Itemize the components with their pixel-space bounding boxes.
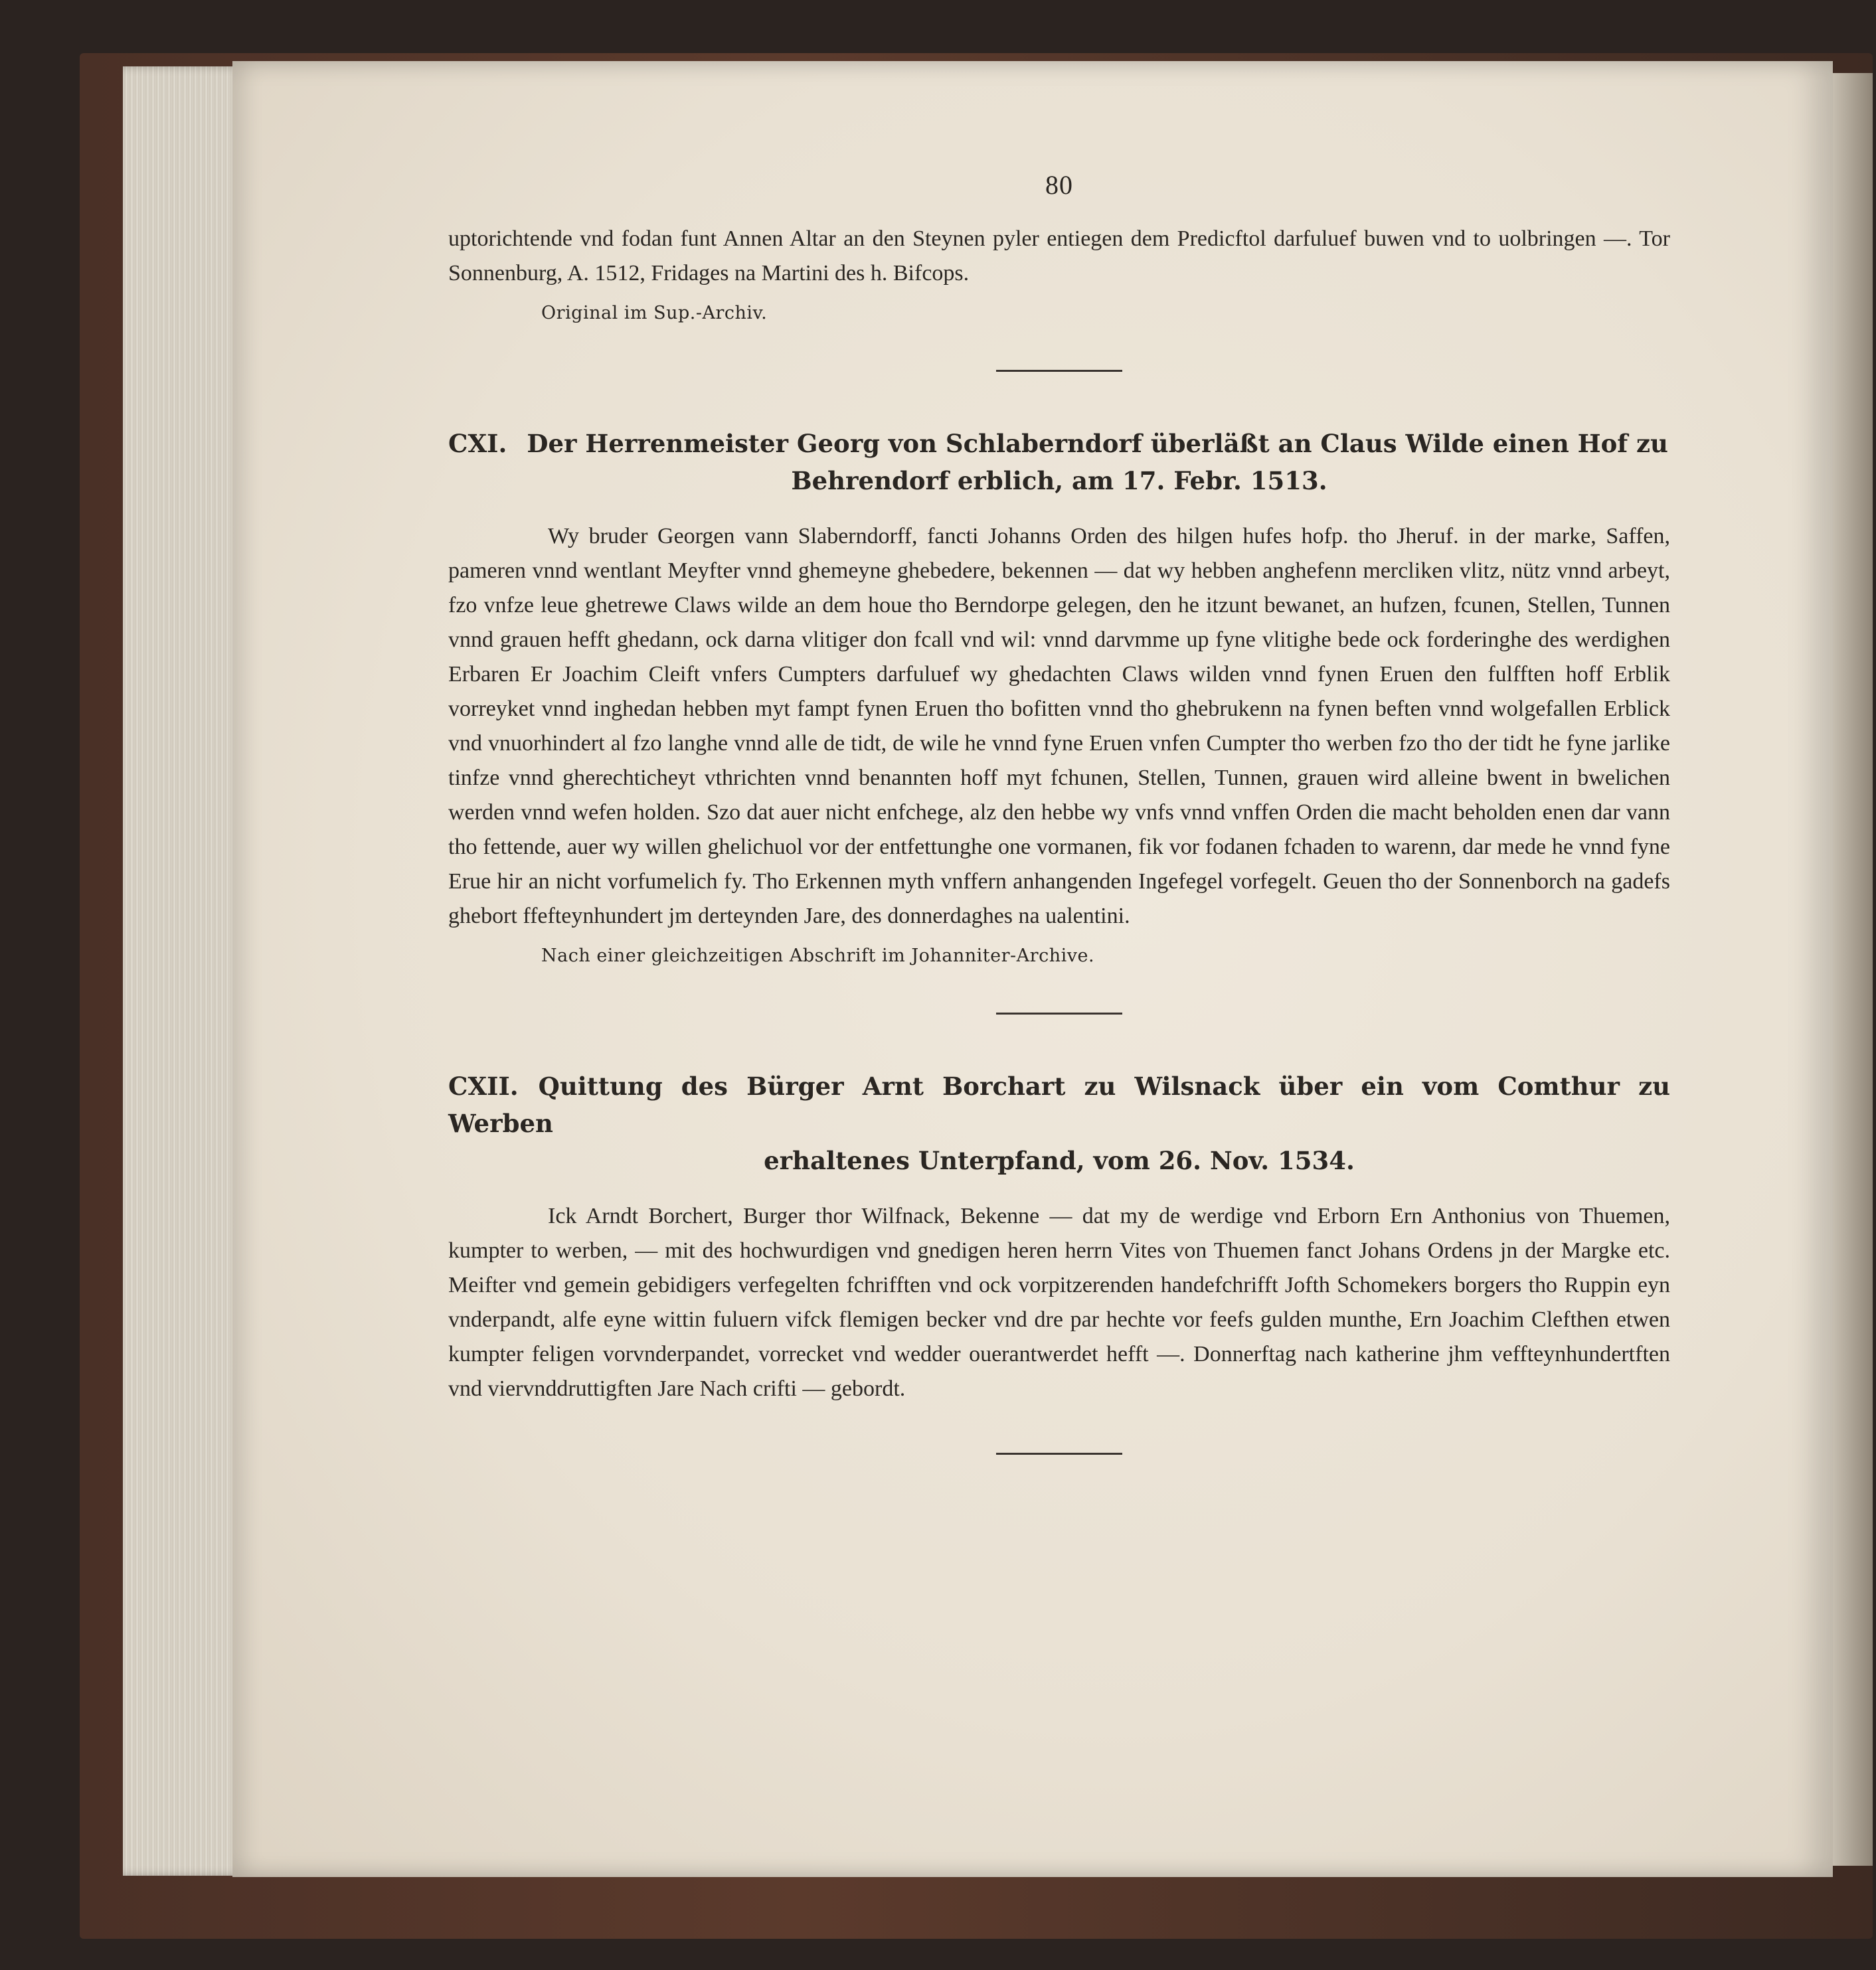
page-stack-edge [123, 66, 249, 1876]
facing-page-edge [1832, 73, 1873, 1866]
page-content [448, 169, 1670, 1508]
section-divider [996, 370, 1122, 372]
intro-text: uptorichtende vnd fodan funt Annen Altar an den Steynen pyler entiegen dem Predicftol darfuluef buwen vnd to uolbringen —. Tor Sonnenburg, A. 1512, Fridages na Martini des h. Bifcops. [448, 226, 1670, 286]
document-text-cxii: Ick Arndt Borchert, Burger thor Wilfnack, Bekenne — dat my de werdige vnd Erborn Ern Anthonius von Thuemen, kumpter to werben, — mit des hochwurdigen vnd gnedigen heren herrn Vites von Thuemen fanct Johans Ordens jn der Margke etc. Meifter vnd gemein gebidigers verfegelten fchrifften vnd ock vorpitzerenden handefchrifft Jofth Schomekers borgers tho Ruppin eyn vnderpandt, alfe eyne wittin fuluern vifck flemigen becker vnd dre par hechte vor feefs gulden munthe, Ern Joachim Clefthen etwen kumpter feligen vorvnderpandet, vorrecket vnd wedder ouerantwerdet hefft —. Donnerftag nach katherine jhm veffteynhundertften vnd viervnddruttigften Jare Nach crifti — gebordt. [448, 1204, 1670, 1401]
document-heading-cxi [448, 425, 1670, 499]
document-number: CXII. [448, 1072, 519, 1101]
document-title-continued: erhaltenes Unterpfand, vom 26. Nov. 1534. [764, 1146, 1355, 1175]
document-heading-cxii [448, 1068, 1670, 1179]
document-title: Der Herrenmeister Georg von Schlaberndorf überläßt an Claus Wilde einen Hof zu [527, 429, 1668, 458]
document-title-continued: Behrendorf erblich, am 17. Febr. 1513. [791, 466, 1327, 495]
document-text-cxi: Wy bruder Georgen vann Slaberndorff, fancti Johanns Orden des hilgen hufes hofp. tho Jheruf. in der marke, Saffen, pameren vnnd wentlant Meyfter vnnd ghemeyne ghebedere, bekennen — dat wy hebben anghefenn mercliken vlitz, nütz vnnd arbeyt, fzo vnfze leue ghetrewe Claws wilde an dem houe tho Berndorpe gelegen, den he itzunt bewanet, an hufzen, fcunen, Stellen, Tunnen vnnd grauen hefft ghedann, ock darna vlitiger don fcall vnd wil: vnnd darvmme up fyne vlitighe bede ock forderinghe des werdighen Erbaren Er Joachim Cleift vnfers Cumpters darfuluef wy ghedachten Claws wilden vnnd fynen Eruen den fulfften hoff Erblik vorreyket vnnd inghedan hebben myt fampt fynen Eruen tho bofitten vnnd tho ghebrukenn na fynen beften vnnd wolgefallen Erblick vnd vnuorhindert al fzo langhe vnnd alle de tidt, de wile he vnnd fyne Eruen vnfen Cumpter tho werben fzo tho der tidt he fyne jarlike tinfze vnnd gherechticheyt vthrichten vnnd benannten hoff myt fchunen, Stellen, Tunnen, grauen wird alleine bwent in bwelichen werden vnnd wefen holden. Szo dat auer nicht enfchege, alz den hebbe wy vnfs vnnd vnffen Orden die macht beholden enen dar vann tho fettende, auer wy willen ghelichuol vor der entfettunghe one vormanen, fik vor fodanen fchaden to warenn, dar mede he vnnd fyne Erue hir an nicht vorfumelich fy. Tho Erkennen myth vnffern anhangenden Ingefegel vorfegelt. Geuen tho der Sonnenborch na gadefs ghebort ffefteynhundert jm derteynden Jare, des donnerdaghes na ualentini. [448, 524, 1670, 928]
document-source-cxi: Nach einer gleichzeitigen Abschrift im Johanniter-Archive. [541, 945, 1095, 966]
page-number: 80 [1045, 170, 1073, 200]
section-divider [996, 1453, 1122, 1455]
section-divider [996, 1013, 1122, 1015]
intro-source: Original im Sup.-Archiv. [541, 303, 768, 323]
document-title: Quittung des Bürger Arnt Borchart zu Wilsnack über ein vom Comthur zu Werben [448, 1072, 1670, 1138]
document-number: CXI. [448, 429, 507, 458]
